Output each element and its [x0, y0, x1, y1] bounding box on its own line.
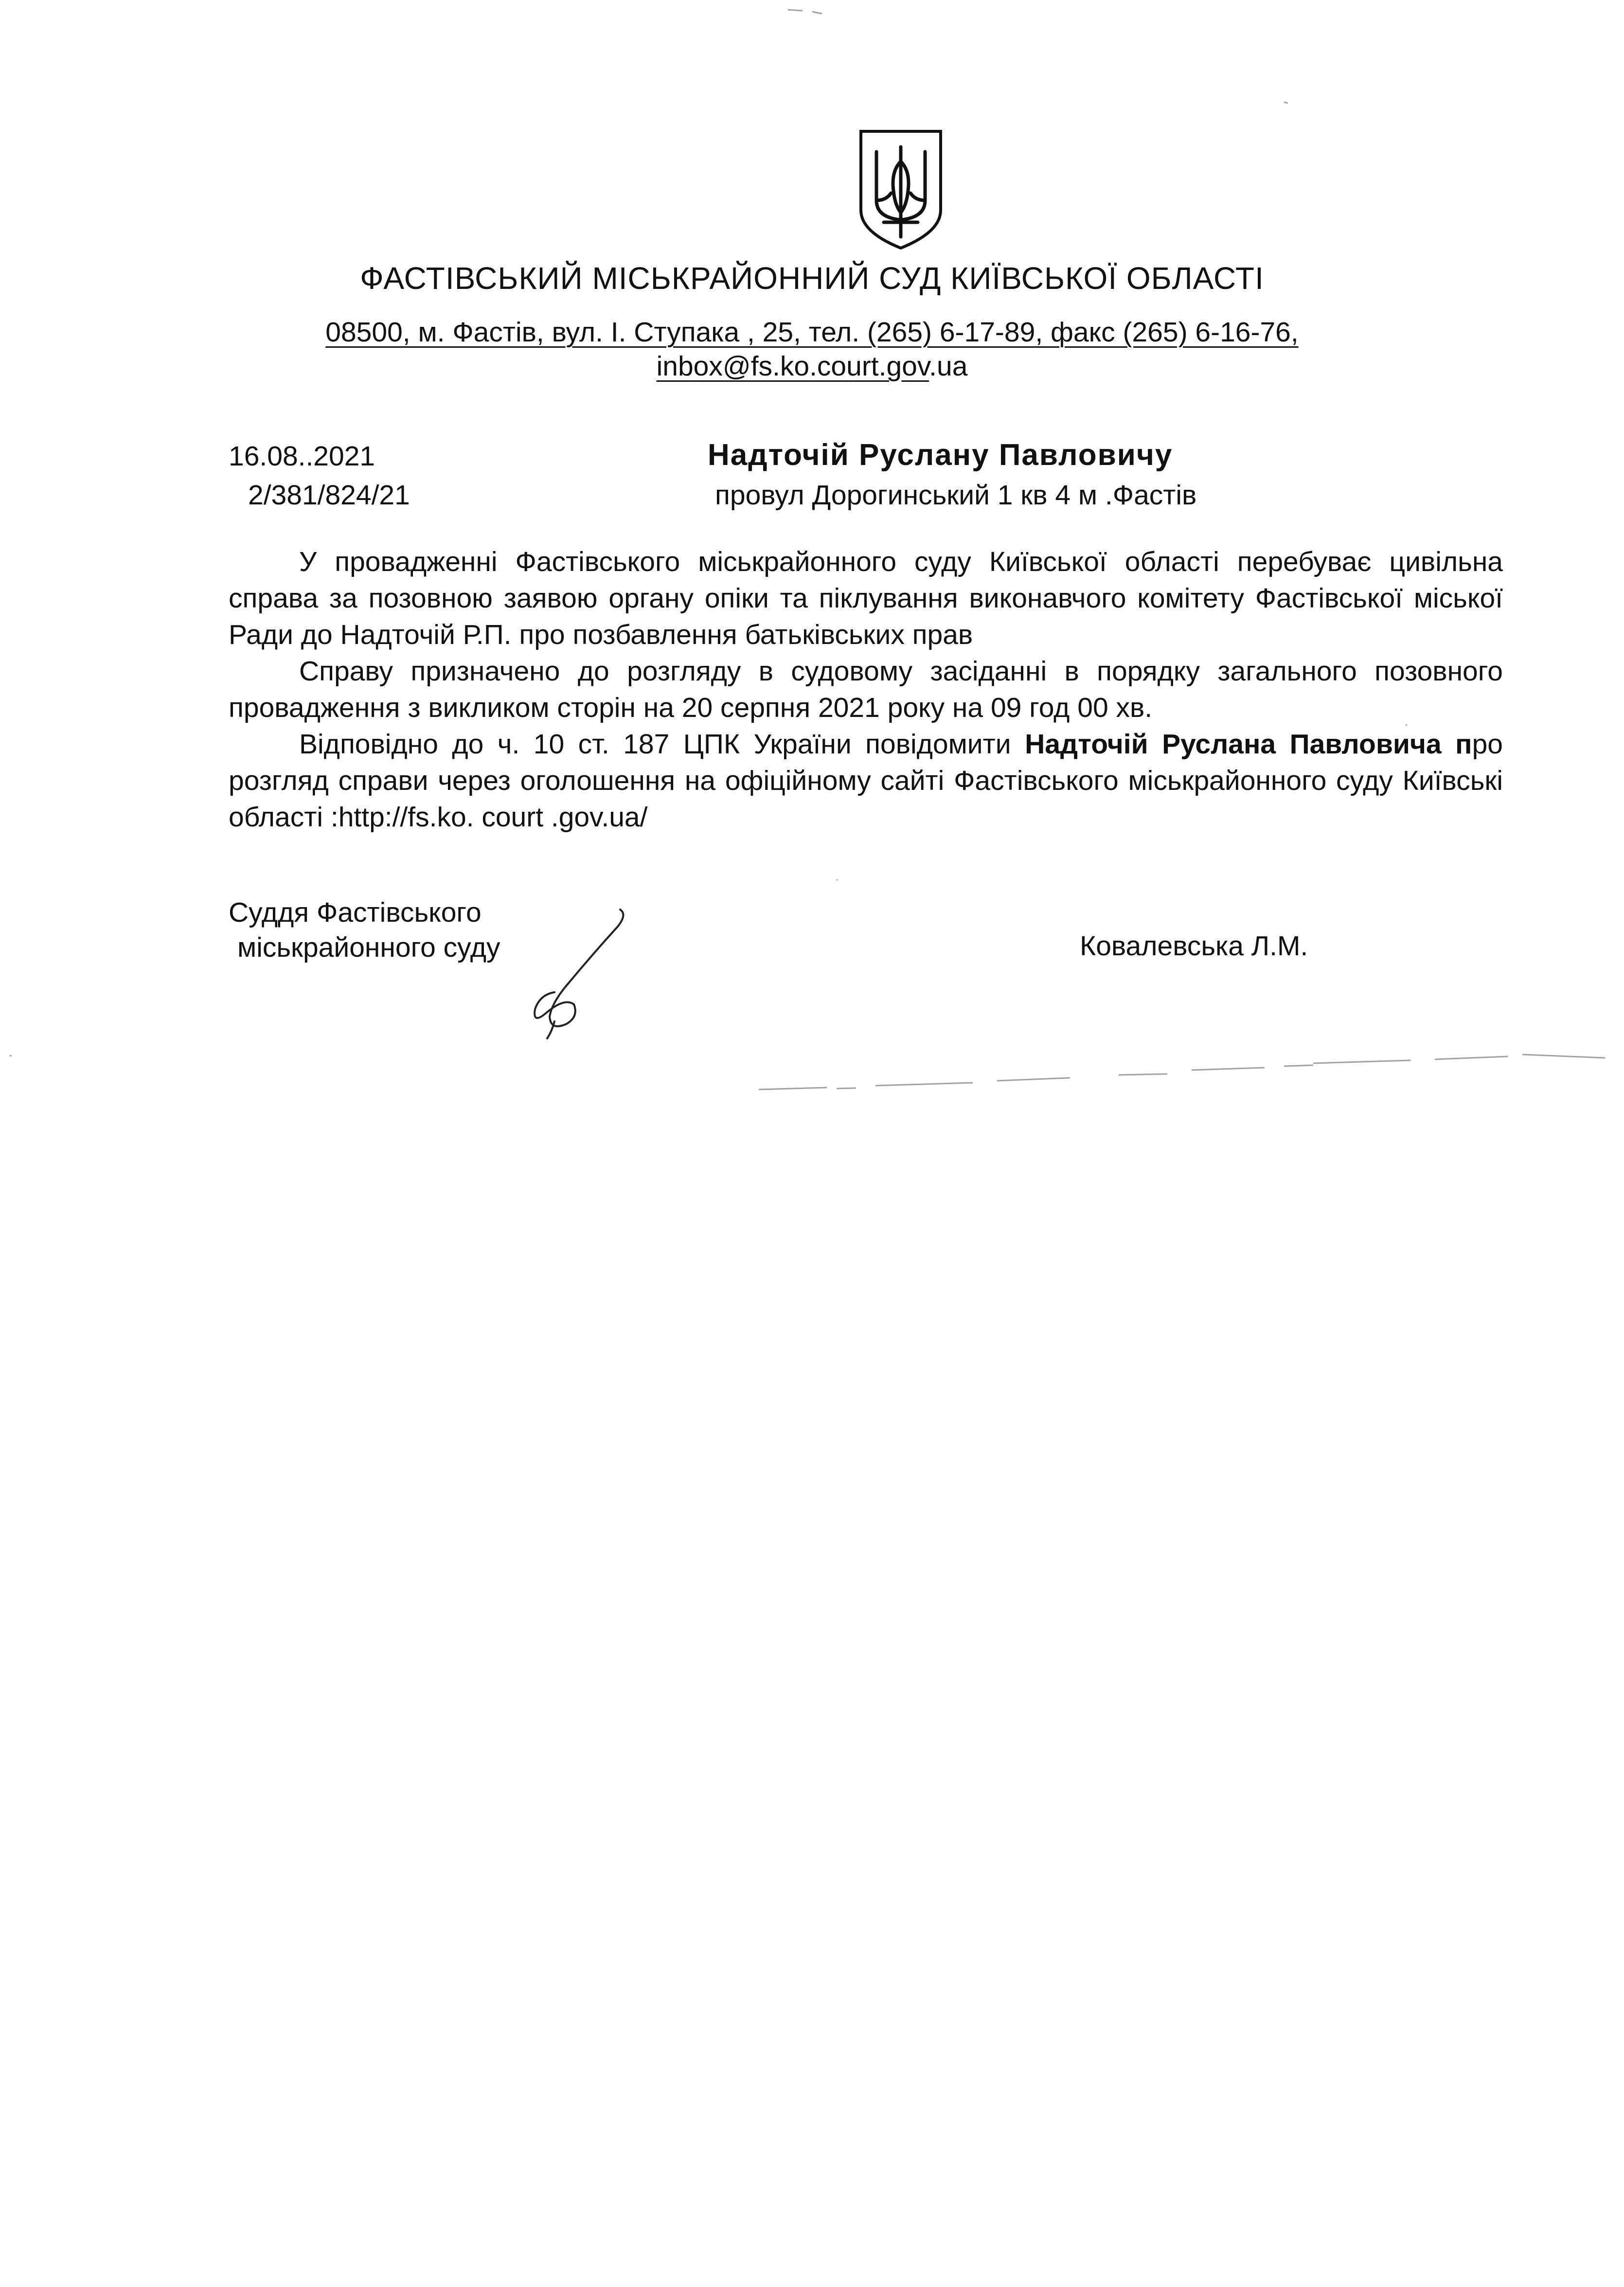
court-address	[0, 316, 1624, 348]
notification-recipient-bold: Надточій Руслана Павловича п	[1025, 729, 1472, 760]
judge-name: Ковалевська Л.М.	[1080, 930, 1308, 962]
ukraine-coat-of-arms-icon	[857, 127, 945, 251]
court-address-line: 08500, м. Фастів, вул. І. Ступака , 25, тел. (265) 6-17-89, факс (265) 6-16-76,	[325, 317, 1299, 348]
notification-text-start: Відповідно до ч. 10 ст. 187 ЦПК України повідомити	[299, 729, 1025, 760]
handwritten-signature-icon	[506, 900, 632, 1041]
paragraph-hearing: Справу призначено до розгляду в судовому засіданні в порядку загального позовного провадження з викликом сторін на 20 серпня 2021 року на 09 год 00 хв.	[229, 656, 1503, 723]
notification-text-end: ро розгляд справи через оголошення на офіційному сайті Фастівського міськрайонного суду Київські області :http://fs.ko. court .gov.ua/	[229, 729, 1503, 833]
court-email-link[interactable]: inbox@fs.ko.court.gov	[656, 351, 929, 382]
paragraph-notification	[229, 726, 1503, 836]
recipient-name: Надточій Руслану Павловичу	[708, 438, 1173, 472]
court-name: ФАСТІВСЬКИЙ МІСЬКРАЙОННИЙ СУД КИЇВСЬКОЇ ОБЛАСТІ	[360, 261, 1264, 296]
judge-title-line2: міськрайонного суду	[237, 932, 500, 963]
court-email-tail: .ua	[929, 351, 968, 382]
judge-title	[229, 895, 500, 965]
court-email	[0, 350, 1624, 382]
case-number: 2/381/824/21	[248, 480, 410, 511]
letter-body	[229, 544, 1503, 836]
recipient-address: провул Дорогинський 1 кв 4 м .Фастів	[715, 480, 1197, 511]
document-date: 16.08..2021	[229, 441, 375, 472]
judge-title-line1: Суддя Фастівського	[229, 897, 482, 928]
paragraph-proceedings: У провадженні Фастівського міськрайонного суду Київської області перебуває цивільна справа за позовною заявою органу опіки та піклування виконавчого комітету Фастівської міської Ради до Надточій Р.П. про позбавлення батьківських прав	[229, 546, 1503, 650]
